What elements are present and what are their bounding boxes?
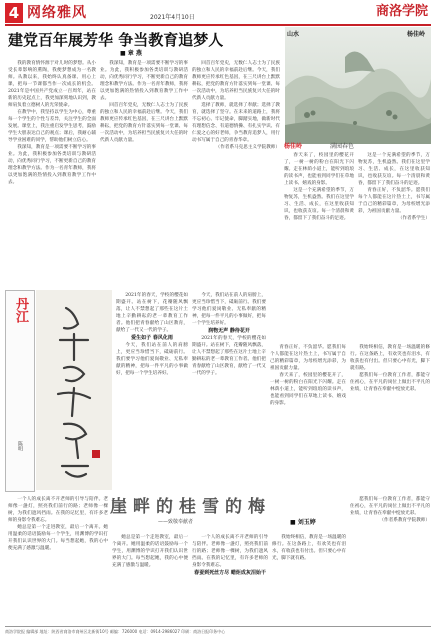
landscape-painting [285, 27, 431, 144]
article-author: 杨佳岭 [284, 143, 303, 150]
article-title: 满园春色 [330, 143, 355, 150]
article-column [192, 292, 266, 492]
article-column [350, 496, 430, 624]
paragraph: 一个人的成长离不开老师的引导与陪伴。老师像一盏灯，照亮我们前行的路；老师像一棵树，为我们遮风挡雨。在我的记忆里，有许多老师的身影令我难忘。 [8, 497, 108, 523]
painting-artist: 杨佳岭 [406, 31, 425, 38]
subheading: 春蚕到死丝方尽 蜡炬成灰泪始干 [194, 570, 266, 576]
subheading: 爱生如子 春风化雨 [131, 335, 173, 341]
article-column [192, 60, 280, 288]
poem-title: 丹江 [13, 297, 28, 323]
article-column [358, 152, 430, 340]
article-column [350, 344, 430, 492]
paragraph: 这是一个充满希望的季节，万物复苏，生机盎然。我们在这里学习、生活、成长，在这里收获知识，也收获友谊。每一个清晨和黄昏，都留下了我们奋斗的足迹。 [284, 188, 354, 221]
paragraph: 愿我们每一位教育工作者，都能守住初心，在平凡的岗位上做出不平凡的业绩，让青春在奉献中绽放光彩。 [350, 497, 430, 516]
poem-author: 陈明 [17, 441, 23, 451]
paragraph: 回首百年党史，无数仁人志士为了民族的独立和人民的幸福前赴后继。今天，我们教师更应传承红色基因，在三尺讲台上默默耕耘，把党的教育方针落实到每一堂课、每一次活动中，为培养担当民族复兴大任的时代新人贡献力量。 [192, 61, 280, 101]
article-column [116, 292, 188, 492]
section-title: 网络雅风 [27, 5, 87, 21]
paragraph: 她总是第一个走进教室，最后一个离开。她用温柔的话语鼓励每一个学生，用渊博的学识打开我们认识世界的大门。每当想起她，我的心中便充满了感激与温暖。 [112, 535, 188, 568]
paragraph: 今天，我们站在前人的肩膀上，更应当珍惜当下，砥砺前行。我们要学习他们爱岗敬业、无私奉献的精神，把每一件平凡的小事做好，把每一个学生培养好。 [116, 343, 188, 376]
paragraph: 我的教育情怀源于对儿时的梦想。从小受长辈影响的熏陶，我便梦想成为一名教师。从教以来，我始终认真备课、用心上课，把每一节课都当作一次成长的机会。2021年是中国共产党成立一百周年，站在新的历史起点上，我更加深刻地认识到，教师肩负着立德树人的光荣使命。 [8, 61, 96, 108]
author-note: （作者系马克思主义学院教师） [215, 145, 280, 150]
paragraph: 我始终相信，教育是一场温暖的修行。在这条路上，有欢笑也有泪水，有收获也有付出。但只要心中有光，脚下就有路。 [272, 535, 346, 561]
paragraph: 我始终相信，教育是一场温暖的修行。在这条路上，有欢笑也有泪水，有收获也有付出。但只要心中有光，脚下就有路。 [350, 345, 430, 371]
paragraph: 今天，我们站在前人的肩膀上，更应当珍惜当下，砥砺前行。我们要学习他们爱岗敬业、无私奉献的精神，把每一件平凡的小事做好，把每一个学生培养好。 [192, 293, 266, 326]
calligraphy-image [36, 290, 112, 490]
page-header [0, 0, 436, 26]
paragraph: 在教学中，我坚持以学生为中心，尊重每一个学生的个性与差异，关注学生的全面发展。课堂上，我注重启发学生思考，鼓励学生大胆表达自己的观点；课后，我耐心辅导学业困难的同学，帮助他们树立信心。 [8, 110, 96, 143]
banner-author: ■ 刘玉婷 [290, 519, 316, 526]
paragraph: 一个人的成长离不开老师的引导与陪伴。老师像一盏灯，照亮我们前行的路；老师像一棵树，为我们遮风挡雨。在我的记忆里，有许多老师的身影令我难忘。 [192, 535, 268, 568]
author-note: （作者系学生） [397, 216, 430, 221]
paragraph: 回首百年党史，无数仁人志士为了民族的独立和人民的幸福前赴后继。今天，我们教师更应传承红色基因，在三尺讲台上默默耕耘，把党的教育方针落实到每一堂课、每一次活动中，为培养担当民族复兴大任的时代新人贡献力量。 [100, 103, 188, 143]
article-column [192, 534, 268, 624]
banner-title: 崖畔的桂雪的梅 [110, 497, 271, 517]
article-banner [110, 496, 340, 532]
calligraphy-artwork [36, 290, 112, 490]
paragraph: 青春正好，不负韶华。愿我们每个人都能在这片热土上，书写属于自己的精彩篇章，为母校增光添彩，为祖国贡献力量。 [270, 345, 346, 371]
paragraph: 这是一个充满希望的季节，万物复苏，生机盎然。我们在这里学习、生活、成长，在这里收获知识，也收获友谊。每一个清晨和黄昏，都留下了我们奋斗的足迹。 [358, 153, 430, 186]
paragraph: 我深知，教育是一项需要不断学习的事业。为此，我积极参加各类培训与教研活动，向优秀同行学习，不断更新自己的教育理念和教学方法。作为一名青年教师，我将以更加饱满的热情投入到教育教学工作中去。 [8, 145, 96, 185]
paragraph: 青春正好，不负韶华。愿我们每个人都能在这片热土上，书写属于自己的精彩篇章，为母校增光添彩，为祖国贡献力量。 [358, 188, 430, 214]
article-column [112, 534, 188, 624]
page-footer: 商洛学院报 编辑部 地址：陕西省商洛市商州区北新街10号 邮编：726000 电话：0914-2986027 印刷：商洛日报印务中心 [5, 626, 431, 635]
article-column [100, 60, 188, 288]
poem-box [5, 290, 35, 492]
landscape-painting-image [285, 27, 431, 144]
article-column [8, 60, 96, 288]
paragraph: 2021年的春天，学校的樱花如期盛开。站在树下，花瓣随风飘落，让人不禁想起了那些在这片土地上辛勤耕耘的老一辈教育工作者。他们把青春献给了山区教育，献给了一代又一代的学子。 [192, 336, 266, 376]
paragraph: 春天来了，校园里的樱花开了，一树一树的粉白在阳光下闪耀。走在林荫小道上，能听到琅琅的读书声，也能看到同学们在草地上读书、嬉戏的身影。 [284, 153, 354, 186]
article-column [284, 152, 354, 340]
paragraph: 2021年的春天，学校的樱花如期盛开。站在树下，花瓣随风飘落，让人不禁想起了那些在这片土地上辛勤耕耘的老一辈教育工作者。他们把青春献给了山区教育，献给了一代又一代的学子。 [116, 293, 188, 333]
article-column [8, 496, 108, 624]
article-column [270, 344, 346, 492]
article-column [272, 534, 346, 624]
paragraph: 选择了教师，就选择了奉献；选择了教育，就选择了坚守。在未来的道路上，我将不忘初心、牢记使命，脚踏实地，做新时代有理想信念、有道德情操、有扎实学识、有仁爱之心的好老师，争当教育追梦人，用行动书写属于自己的青春华章。 [192, 103, 280, 143]
paragraph: 春天来了，校园里的樱花开了，一树一树的粉白在阳光下闪耀。走在林荫小道上，能听到琅琅的读书声，也能看到同学们在草地上读书、嬉戏的身影。 [270, 373, 346, 406]
page-number: 4 [5, 3, 23, 23]
paragraph: 她总是第一个走进教室，最后一个离开。她用温柔的话语鼓励每一个学生，用渊博的学识打开我们认识世界的大门。每当想起她，我的心中便充满了感激与温暖。 [8, 525, 108, 551]
subheading: 润物无声 静待花开 [208, 328, 250, 334]
author-note: （作者系教育学院教师） [379, 518, 430, 523]
painting-caption: 山水 [287, 31, 300, 38]
header-rule [5, 24, 431, 26]
article-title: 建党百年展芳华 争当教育追梦人 [8, 31, 224, 49]
issue-date: 2021年4月10日 [150, 14, 195, 21]
article-author: ■ 章 燕 [120, 50, 142, 57]
banner-subtitle: ——致敬奉献者 [158, 519, 194, 525]
paragraph: 我深知，教育是一项需要不断学习的事业。为此，我积极参加各类培训与教研活动，向优秀同行学习，不断更新自己的教育理念和教学方法。作为一名青年教师，我将以更加饱满的热情投入到教育教学工作中去。 [100, 61, 188, 101]
paper-name: 商洛学院 [375, 4, 428, 19]
paragraph: 愿我们每一位教育工作者，都能守住初心，在平凡的岗位上做出不平凡的业绩，让青春在奉献中绽放光彩。 [350, 373, 430, 392]
